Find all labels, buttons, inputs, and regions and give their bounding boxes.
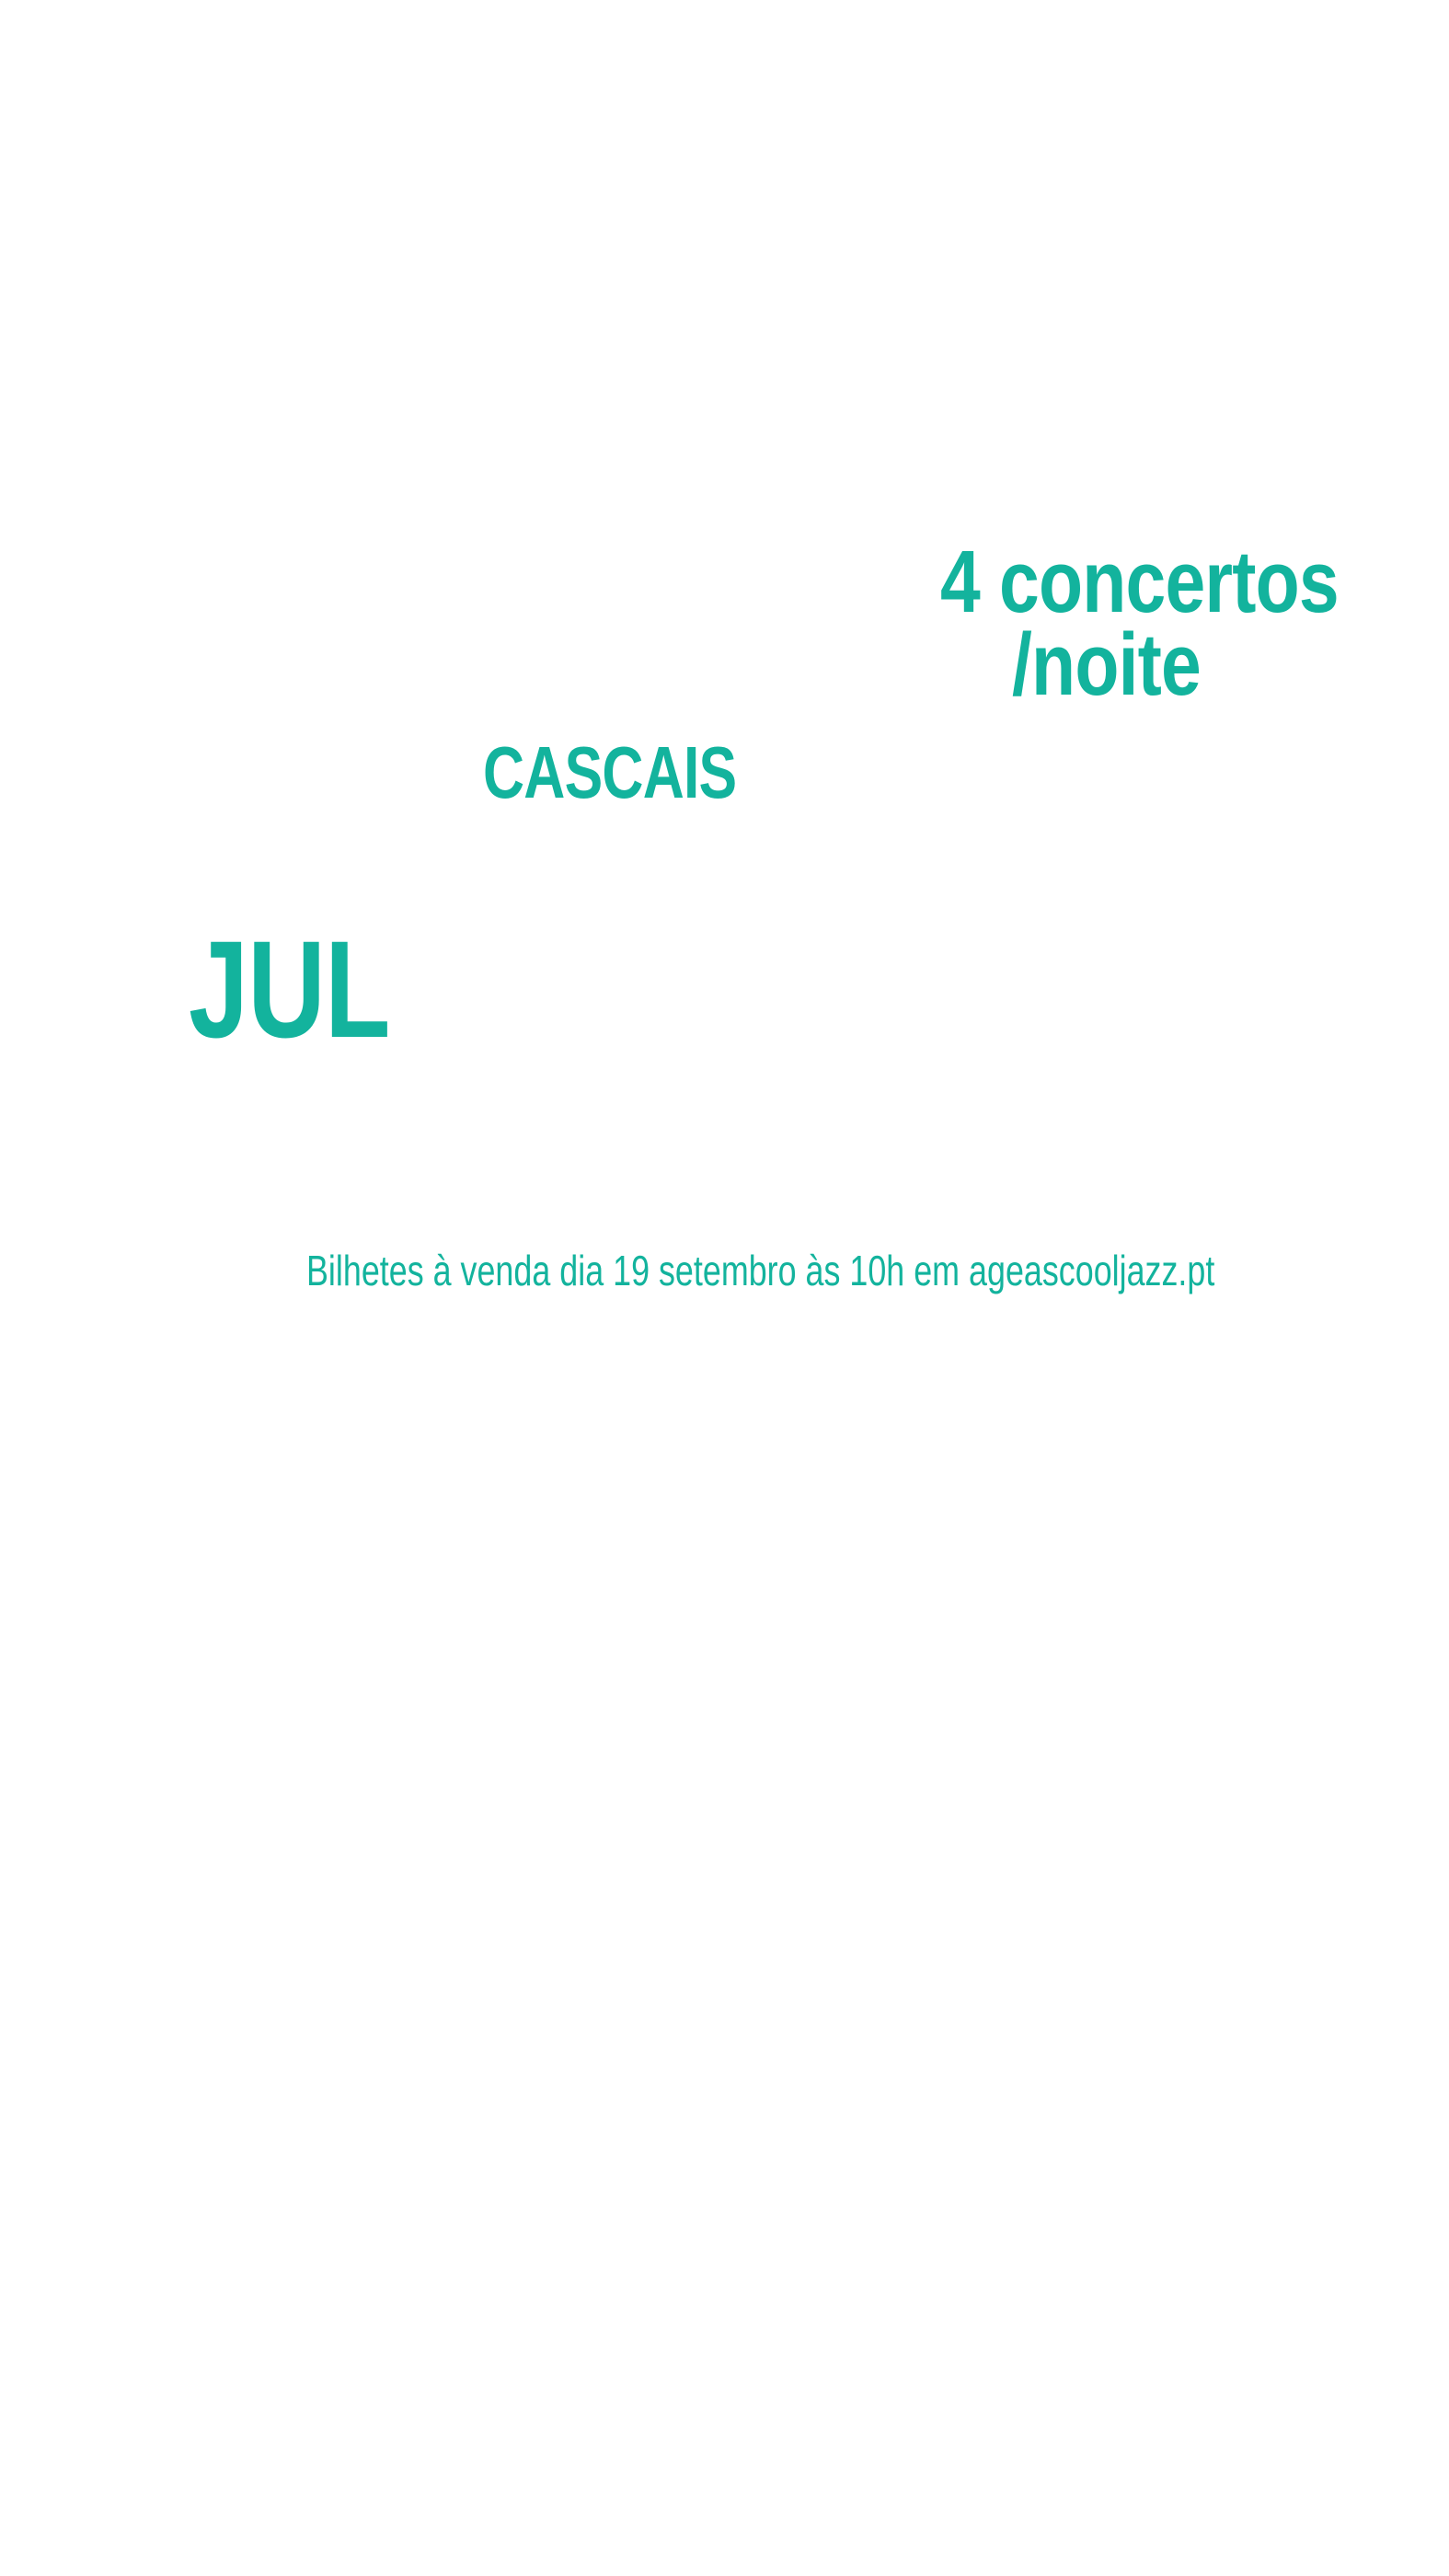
city-label: CASCAIS xyxy=(483,731,737,813)
concerts-per-night-line2: /noite xyxy=(1012,615,1201,714)
concerts-per-night-line1: 4 concertos xyxy=(940,533,1339,631)
tickets-info-text: Bilhetes à venda dia 19 setembro às 10h em ageascooljazz.pt xyxy=(306,1247,1215,1294)
month-label: JUL xyxy=(189,912,390,1066)
